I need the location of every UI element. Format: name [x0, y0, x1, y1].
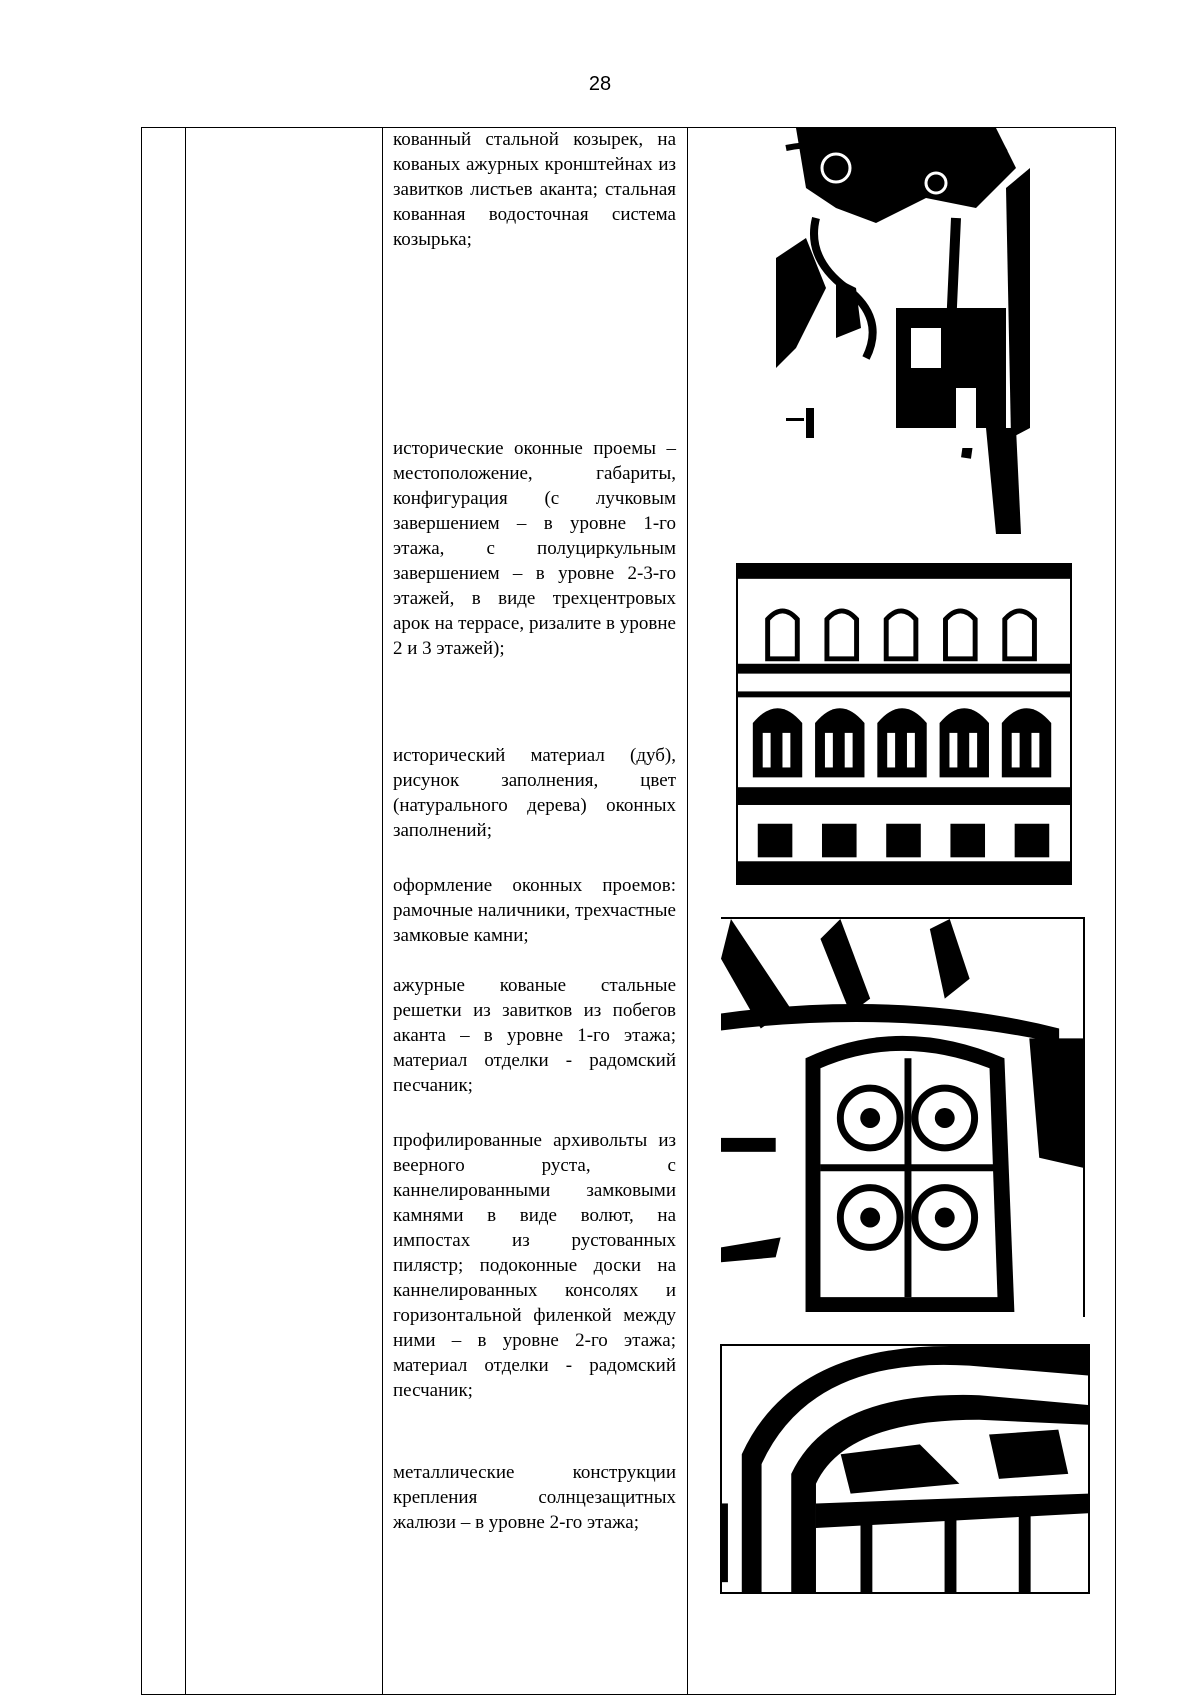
photo-window-grille	[721, 917, 1085, 1317]
page-number: 28	[588, 73, 612, 95]
paragraph-window-fillings: исторический материал (дуб), рисунок заполнения, цвет (натурального дерева) оконных заполнений;	[393, 745, 676, 841]
column-divider	[382, 128, 383, 1694]
paragraph-canopy: кованный стальной козырек, на кованых ажурных кронштейнах из завитков листьев аканта; стальная кованная водосточная система козырька;	[393, 129, 676, 250]
paragraph-archivolts: профилированные архивольты из веерного руста, с каннелированными замковыми камнями в виде волют, на импостах из рустованных пилястр; подоконные доски на каннелированных консолях и горизонтальной филенкой между ними – в уровне 2-го этажа; материал отделки - радомский песчаник;	[393, 1130, 676, 1401]
photo-arched-window	[720, 1344, 1090, 1594]
paragraph-blinds: металлические конструкции крепления солнцезащитных жалюзи – в уровне 2-го этажа;	[393, 1462, 676, 1533]
photo-canopy	[776, 128, 1030, 534]
paragraph-window-decoration: оформление оконных проемов: рамочные наличники, трехчастные замковые камни;	[393, 875, 676, 946]
column-divider	[185, 128, 186, 1694]
paragraph-window-openings: исторические оконные проемы – местоположение, габариты, конфигурация (с лучковым завершением – в уровне 1-го этажа, с полуциркульным завершением – в уровне 2-3-го этажей, в виде трехцентровых арок на террасе, ризалите в уровне 2 и 3 этажей);	[393, 438, 676, 659]
paragraph-window-grilles: ажурные кованые стальные решетки из завитков из побегов аканта – в уровне 1-го этажа; материал отделки - радомский песчаник;	[393, 975, 676, 1096]
photo-facade	[736, 563, 1072, 885]
column-divider	[687, 128, 688, 1694]
